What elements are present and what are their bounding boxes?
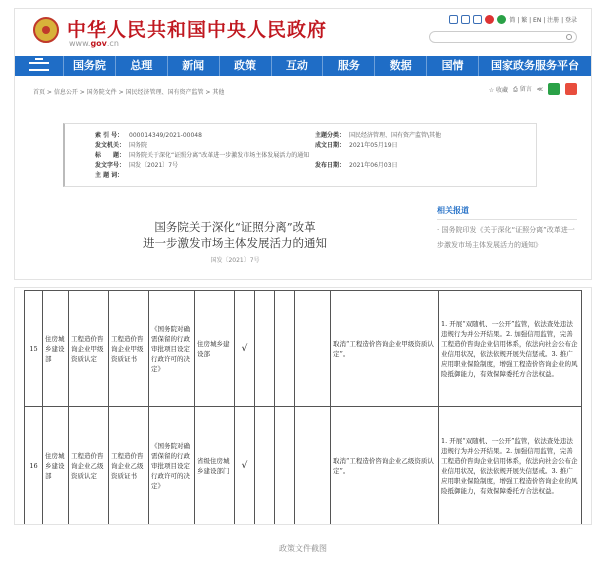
- wechat-icon[interactable]: [497, 15, 506, 24]
- cell-check: √: [235, 291, 255, 407]
- mobile-icon[interactable]: [473, 15, 482, 24]
- cell-empty: [295, 407, 331, 525]
- cell-measures: 1. 开展“双随机、一公开”监管，依法查处违法违规行为并公开结果。2. 加强信用监管，完善工程造价咨询企业信用体系，依法向社会公布企业信用状况，依法依规开展失信惩戒。3. 推广应用职业保险制度，增强工程造价咨询企业的风险抵御能力，有效保障委托方合法权益。: [439, 407, 582, 525]
- national-emblem-icon: [33, 17, 59, 43]
- cell-no: 15: [25, 291, 43, 407]
- home-icon: [29, 62, 49, 71]
- meta-subject: 主 题 词：: [95, 172, 124, 179]
- cell-item: 工程造价咨询企业甲级资质认定: [69, 291, 109, 407]
- related-reports: [437, 205, 577, 253]
- cell-no: 16: [25, 407, 43, 525]
- meta-category: 主题分类： 国民经济管理、国有资产监管\其他: [315, 132, 442, 139]
- cell-reform: 取消“工程造价咨询企业甲级资质认定”。: [331, 291, 439, 407]
- nav-item[interactable]: 国情: [426, 56, 478, 76]
- print-button[interactable]: ⎙ 留言: [513, 86, 532, 93]
- main-nav: [15, 56, 591, 76]
- cell-empty: [255, 291, 275, 407]
- meta-published-date: 发布日期： 2021年06月03日: [315, 162, 398, 169]
- meta-docno: 发文字号： 国发〔2021〕7号: [95, 162, 179, 169]
- cell-authority: 住房城乡建设部: [195, 291, 235, 407]
- nav-item[interactable]: 新闻: [167, 56, 219, 76]
- meta-title: 标 题： 国务院关于深化“证照分离”改革进一步激发市场主体发展活力的通知: [95, 152, 310, 159]
- language-login-links[interactable]: 简 | 繁 | EN | 注册 | 登录: [509, 17, 577, 24]
- site-url: www.gov.cn: [69, 39, 119, 48]
- nav-item[interactable]: 互动: [271, 56, 323, 76]
- cell-empty: [275, 291, 295, 407]
- table-screenshot: [14, 287, 592, 525]
- nav-item[interactable]: 数据: [374, 56, 426, 76]
- cell-cert: 工程造价咨询企业乙级资质证书: [109, 407, 149, 525]
- image-caption: 政策文件截图: [279, 544, 327, 553]
- nav-item[interactable]: 服务: [322, 56, 374, 76]
- search-icon[interactable]: [566, 34, 572, 40]
- nav-item[interactable]: 总理: [115, 56, 167, 76]
- search-input[interactable]: [429, 31, 577, 43]
- page-tools: [489, 83, 577, 95]
- cell-empty: [275, 407, 295, 525]
- related-link[interactable]: · 国务院印发《关于深化“证照分离”改革进一步激发市场主体发展活力的通知》: [437, 226, 575, 249]
- header-tools: [449, 15, 577, 24]
- breadcrumb[interactable]: 首页 > 信息公开 > 国务院文件 > 国民经济管理、国有资产监管 > 其他: [33, 89, 225, 96]
- weibo-share-icon[interactable]: [565, 83, 577, 95]
- share-button[interactable]: ≪: [536, 85, 543, 93]
- cell-cert: 工程造价咨询企业甲级资质证书: [109, 291, 149, 407]
- cell-item: 工程造价咨询企业乙级资质认定: [69, 407, 109, 525]
- nav-item[interactable]: 国家政务服务平台: [478, 56, 591, 76]
- site-header: [15, 9, 591, 54]
- cell-empty: [295, 291, 331, 407]
- cell-empty: [255, 407, 275, 525]
- favorite-button[interactable]: ☆ 收藏: [488, 86, 508, 94]
- document-meta: [63, 123, 537, 187]
- related-heading: 相关报道: [437, 206, 469, 215]
- table-row: [25, 291, 582, 407]
- document-number: 国发〔2021〕7号: [210, 257, 260, 264]
- nav-home[interactable]: [15, 56, 63, 76]
- divider: [437, 219, 577, 220]
- meta-written-date: 成文日期： 2021年05月19日: [315, 142, 398, 149]
- cell-basis: 《国务院对确需保留的行政审批项目设定行政许可的决定》: [149, 291, 195, 407]
- document-title: 国务院关于深化“证照分离”改革 进一步激发市场主体发展活力的通知: [143, 220, 327, 250]
- meta-index: 索 引 号： 000014349/2021-00048: [95, 132, 202, 139]
- cell-check: √: [235, 407, 255, 525]
- cell-dept: 住房城乡建设部: [43, 291, 69, 407]
- app-icon[interactable]: [461, 15, 470, 24]
- nav-item[interactable]: 政策: [219, 56, 271, 76]
- cell-measures: 1. 开展“双随机、一公开”监管，依法查处违法违规行为并公开结果。2. 加强信用监管，完善工程造价咨询企业信用体系，依法向社会公布企业信用状况，依法依规开展失信惩戒。3. 推广应用职业保险制度，增强工程造价咨询企业的风险抵御能力，有效保障委托方合法权益。: [439, 291, 582, 407]
- cell-reform: 取消“工程造价咨询企业乙级资质认定”。: [331, 407, 439, 525]
- table-row: [25, 407, 582, 525]
- meta-org: 发文机关： 国务院: [95, 142, 148, 149]
- weibo-icon[interactable]: [485, 15, 494, 24]
- nav-item[interactable]: 国务院: [63, 56, 115, 76]
- cell-dept: 住房城乡建设部: [43, 407, 69, 525]
- mail-icon[interactable]: [449, 15, 458, 24]
- reform-table: [24, 290, 582, 525]
- wechat-share-icon[interactable]: [548, 83, 560, 95]
- cell-basis: 《国务院对确需保留的行政审批项目设定行政许可的决定》: [149, 407, 195, 525]
- site-title[interactable]: 中华人民共和国中央人民政府: [67, 19, 328, 41]
- cell-authority: 省级住房城乡建设部门: [195, 407, 235, 525]
- website-screenshot: [14, 8, 592, 280]
